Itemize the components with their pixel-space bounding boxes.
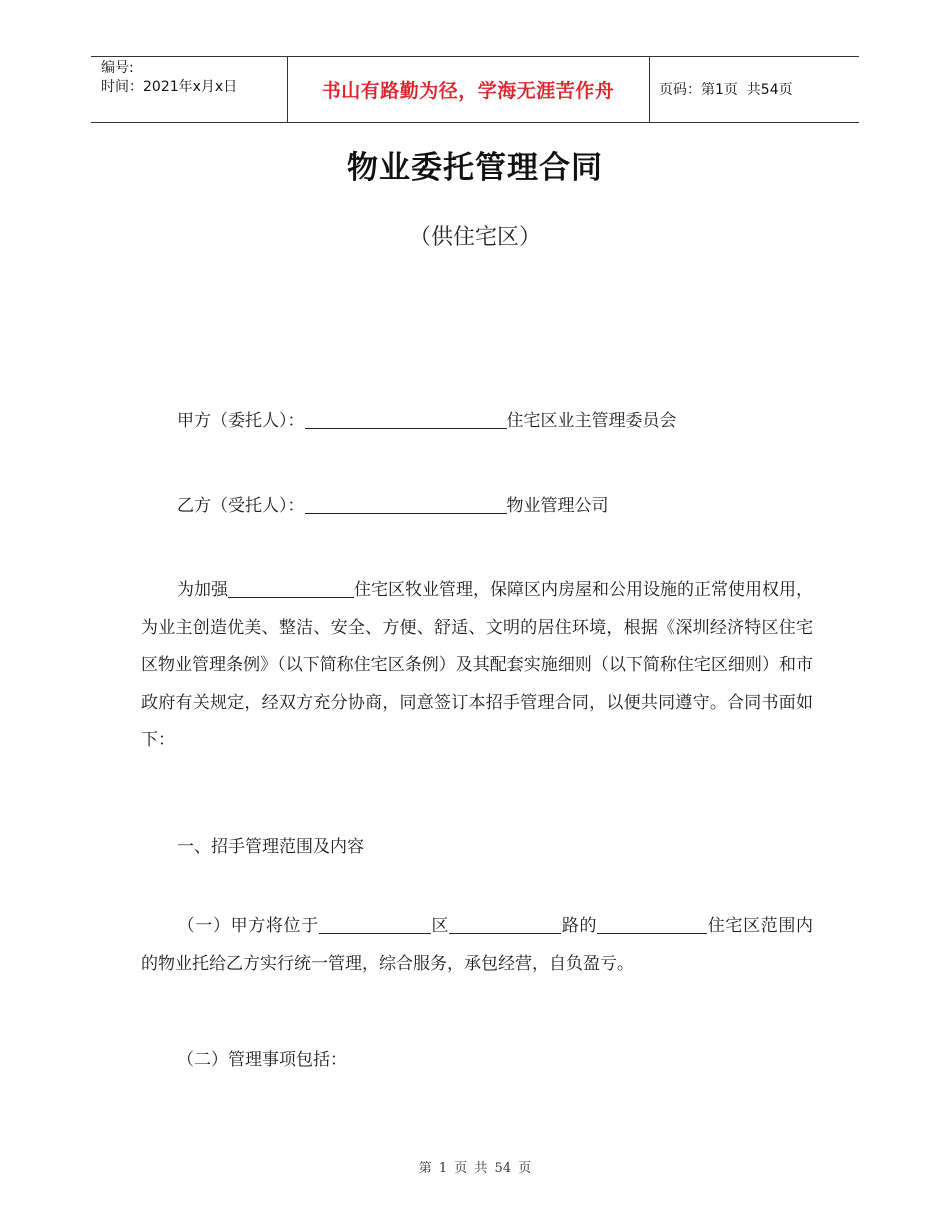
header-divider — [649, 56, 650, 122]
header-bottom-rule — [91, 122, 859, 123]
party-b-label: 乙方（受托人）： — [177, 496, 305, 516]
party-a-line — [177, 406, 677, 431]
document-subtitle: （供住宅区） — [408, 225, 541, 250]
document-title: 物业委托管理合同 — [347, 150, 603, 186]
item-1-district: 区 — [430, 916, 450, 936]
party-a-blank — [305, 411, 507, 429]
item-1-body: 住宅区范围内的物业托给乙方实行统一管理，综合服务，承包经营，自负盈亏。 — [141, 916, 814, 974]
header-page-info: 页码：第1页 共54页 — [659, 82, 793, 98]
item-1-paragraph — [141, 908, 813, 983]
party-a-label: 甲方（委托人）： — [177, 411, 305, 431]
intro-lead: 为加强 — [177, 580, 228, 600]
header-meta — [101, 59, 237, 97]
page-footer: 第 1 页 共 54 页 — [418, 1161, 532, 1176]
item-2-heading: （二）管理事项包括： — [177, 1050, 347, 1070]
item-1-road: 路的 — [561, 916, 598, 936]
party-a-suffix: 住宅区业主管理委员会 — [506, 411, 677, 431]
item-1-blank-district — [319, 916, 431, 934]
intro-blank — [228, 580, 354, 598]
document-number-label: 编号: — [101, 60, 134, 76]
item-1-lead: （一）甲方将位于 — [177, 916, 319, 936]
document-time: 时间：2021年x月x日 — [101, 79, 238, 95]
section-heading: 一、招手管理范围及内容 — [177, 837, 364, 857]
party-b-blank — [305, 496, 507, 514]
header-motto: 书山有路勤为径，学海无涯苦作舟 — [321, 79, 615, 102]
party-b-line — [177, 491, 609, 516]
intro-paragraph — [141, 572, 813, 760]
item-1-blank-estate — [597, 916, 707, 934]
party-b-suffix: 物业管理公司 — [506, 496, 609, 516]
intro-body: 住宅区牧业管理，保障区内房屋和公用设施的正常使用权用，为业主创造优美、整洁、安全、方便、舒适、文明的居住环境，根据《深圳经济特区住宅区物业管理条例》（以下简称住宅区条例）及其配套实施细则（以下简称住宅区细则）和市政府有关规定，经双方充分协商，同意签订本招手管理合同，以便共同遵守。合同书面如下： — [141, 580, 813, 750]
item-1-blank-road — [449, 916, 561, 934]
